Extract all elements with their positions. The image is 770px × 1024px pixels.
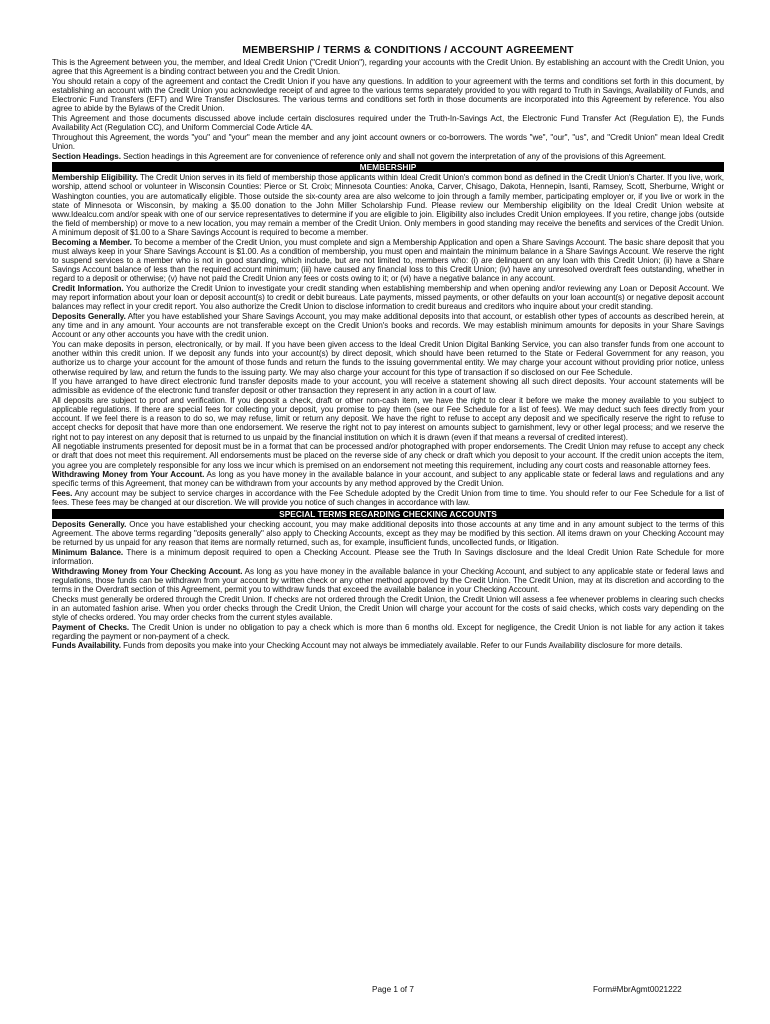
paragraph-text: You can make deposits in person, electronically, or by mail. If you have been given access to the Ideal Credit Union Digital Banking Service, you can also transfer funds from one account to another within this credit union. If we deposit any funds into your account(s) by direct deposit, which should have been returned to the State or Federal Government for any reason, you authorize us to charge your account for the amount of those funds and return the funds to the issuing governmental entity. We may charge your account without providing prior notice, unless otherwise required by law, and return the funds to the issuing party. We may also charge your account for this type of transaction if so disclosed on our Fee Schedule. [52,340,724,377]
paragraph-text: Once you have established your checking account, you may make additional deposits into those accounts at any time and in any amount subject to the terms of this Agreement. The above terms regarding "deposits generally" also apply to Checking Accounts, except as they may be modified by this section. All items drawn on your Checking Account may be returned by us unpaid for any reason that items are normally returned, such as, for example, insufficient funds, uncollected funds, or litigation. [52,519,724,548]
paragraph-text: All deposits are subject to proof and verification. If you deposit a check, draft or other non-cash item, we have the right to clear it before we make the money available to you subject to applicable regulations. If there are special fees for collecting your deposit, you promise to pay them (see our Fee Schedule for a list of fees). We may deduct such fees directly from your account. If we feel there is a reason to do so, we may refuse, limit or return any deposit. We have the right to refuse to accept any deposit and we specifically reserve the right to refuse to accept checks for deposit that have more than one endorsement. We reserve the right not to pay interest on amounts subject to garnishment, levy or other legal process; and we reserve the right not to pay interest on any deposit that is returned to us unpaid by the financial institution on which it is drawn (even if that means a reversal of credited interest). [52,395,724,442]
section-headings-text: Section headings in this Agreement are for convenience of reference only and shall not govern the interpretation of any of the provisions of this Agreement. [120,151,666,161]
paragraph-heading: Deposits Generally. [52,519,127,529]
becoming-a-member-paragraph [52,238,724,284]
paragraph-text: All negotiable instruments presented for deposit must be in a format that can be processed and/or photographed with proper endorsements. The Credit Union may refuse to accept any check or draft that does not meet this requirement. All endorsements must be placed on the reverse side of any check or draft which you deposit to your account. If the credit union accepts the item, you agree you are completely responsible for any loss we incur which is premised on an endorsement not meeting this requirement, including any court costs and reasonable attorney fees. [52,442,724,470]
paragraph-text: Funds from deposits you make into your Checking Account may not always be immediately available. Refer to our Funds Availability disclosure for more details. [120,641,683,651]
checking-deposits-paragraph [52,520,724,547]
intro-paragraph-3: This Agreement and those documents discussed above include certain disclosures required under the Truth-In-Savings Act, the Electronic Fund Transfer Act (Regulation E), the Funds Availability Act (Regulation CC), and Uniform Commercial Code Article 4A. [52,113,724,133]
fees-paragraph [52,489,724,507]
paragraph-text: The Credit Union is under no obligation to pay a check which is more than 6 months old. Except for negligence, the Credit Union is not liable for any action it takes regarding the payment or non-payment of a check. [52,622,724,641]
deposit-methods-paragraph [52,340,724,377]
intro-paragraph-1: This is the Agreement between you, the member, and Ideal Credit Union ("Credit Union"), regarding your accounts with the Credit Union. By establishing an account with the Credit Union, you agree that this Agreement is a binding contract between you and the Credit Union. [52,58,724,77]
paragraph-heading: Funds Availability. [52,641,121,651]
membership-section-bar: MEMBERSHIP [52,162,724,172]
paragraph-heading: Membership Eligibility. [52,173,138,183]
form-number: Form#MbrAgmt0021222 [593,985,682,994]
page-footer [0,985,770,997]
paragraph-heading: Credit Information. [52,284,124,294]
paragraph-text: To become a member of the Credit Union, you must complete and sign a Membership Application and open a Share Savings Account. The basic share deposit that you must always keep in your Share Savings Account is $1.00. As a condition of membership, you must open and maintain the minimum balance in a Share Savings Account. We reserve the right to suspend services to a member who is not in good standing, which include, but are not limited to, members who: (i) are delinquent on any loan with this Credit Union; (ii) have a Share Savings Account balance of less than the required account minimum; (iii) have caused any financial loss to this Credit Union; (iv) have any unresolved overdraft fees outstanding, whether in regard to a deposit or otherwise; (v) have not paid the Credit Union any fees or costs owing to it; or (vi) have a negative balance in any account. [52,237,724,284]
document-page [52,44,724,974]
paragraph-text: As long as you have money in the available balance in your account, and subject to any applicable state or federal laws and regulations and any specific terms of this Agreement, that money can be withdrawn from your accounts by any method approved by the Credit Union. [52,470,724,489]
intro-paragraph-4: Throughout this Agreement, the words "you" and "your" mean the member and any joint account owners or co-borrowers. The words "we", "our", "us", and "Credit Union" mean Ideal Credit Union. [52,132,724,151]
intro-paragraph-2: You should retain a copy of the agreement and contact the Credit Union if you have any questions. In addition to your agreement with the terms and conditions set forth in this document, by establishing an account with the Credit Union you acknowledge receipt of and agree to the various terms separately provided to you with regard to Truth in Savings, Availability of Funds, and Electronic Fund Transfers (EFT) and Wire Transfer Disclosures. The various terms and conditions set forth in those documents are incorporated into this Agreement by reference. You also agree to abide by the Bylaws of the Credit Union. [52,76,724,114]
paragraph-heading: Withdrawing Money from Your Account. [52,470,205,480]
payment-of-checks-paragraph [52,623,724,641]
paragraph-text: Any account may be subject to service charges in accordance with the Fee Schedule adopted by the Credit Union from time to time. You should refer to our Fee Schedule for a list of fees. These fees may be changed at our discretion. We will provide you notice of such changes in accordance with law. [52,489,724,508]
checking-section-bar: SPECIAL TERMS REGARDING CHECKING ACCOUNTS [52,509,724,519]
credit-information-paragraph [52,284,724,311]
paragraph-text: After you have established your Share Savings Account, you may make additional deposits into that account, or establish other types of accounts as described herein, at any time and in any amount. Your accounts are not transferable except on the Credit Union's books and records. We may establish minimum amounts for deposits in your Share Savings Account or any other accounts you have with the credit union. [52,312,724,340]
paragraph-heading: Withdrawing Money from Your Checking Account. [52,566,243,576]
withdrawing-money-paragraph [52,470,724,488]
paragraph-text: You authorize the Credit Union to investigate your credit standing when establishing membership and when opening and/or reviewing any Loan or Deposit Account. We may report information about your loan or deposit account(s) to credit or debit bureaus. Late payments, missed payments, or other defaults on your loan account(s) or negative deposit account balances may reflect in your credit report. You also authorize the Credit Union to disclose information to credit bureaus and creditors who inquire about your credit standing. [52,284,724,312]
paragraph-text: There is a minimum deposit required to open a Checking Account. Please see the Truth In Savings disclosure and the Ideal Credit Union Rate Schedule for more information. [52,547,724,566]
ordering-checks-paragraph [52,595,724,622]
section-headings-heading: Section Headings. [52,151,121,161]
minimum-balance-paragraph [52,548,724,566]
paragraph-heading: Fees. [52,489,73,499]
funds-availability-paragraph [52,641,724,650]
membership-eligibility-paragraph [52,173,724,237]
deposits-generally-paragraph [52,312,724,339]
document-title: MEMBERSHIP / TERMS & CONDITIONS / ACCOUNT AGREEMENT [242,44,574,56]
paragraph-text: If you have arranged to have direct electronic fund transfer deposits made to your account, you will receive a statement showing all such direct deposits. Your account statements will be admissible as evidence of the electronic fund transfer deposit or other transaction they represent in any action in a court of law. [52,377,724,396]
paragraph-text: The Credit Union serves in its field of membership those applicants within Ideal Credit Union's common bond as defined in the Credit Union's Charter. If you live, work, worship, attend school or volunteer in Wisconsin Counties: Pierce or St. Croix; Minnesota Counties: Anoka, Carver, Chisago, Dakota, Hennepin, Isanti, Ramsey, Scott, Sherburne, Wright or Washington counties, you are automatically eligible. Those outside the six-county area are also welcome to join through a family member, participating employer or, if you live or work in the state of Minnesota or Wisconsin, by making a $5.00 donation to the John Miller Scholarship Fund. Please review our Membership eligibility on the Ideal Credit Union website at www.Idealcu.com and/or speak with one of our service representatives to determine if you are eligible to join. Eligibility also includes Credit Union employees. If you retire, change jobs (outside the field of membership) or move to a new location, you may remain a member of the Credit Union. Only members in good standing may receive the benefits and services of the Credit Union. A minimum deposit of $1.00 to a Share Savings Account is required to become a member. [52,173,724,238]
paragraph-heading: Minimum Balance. [52,547,124,557]
paragraph-heading: Deposits Generally. [52,312,126,322]
negotiable-instruments-paragraph [52,442,724,469]
paragraph-heading: Payment of Checks. [52,622,130,632]
paragraph-heading: Becoming a Member. [52,237,132,247]
deposit-verification-paragraph [52,396,724,442]
checking-withdrawal-paragraph [52,567,724,594]
section-headings-paragraph [52,152,724,161]
paragraph-text: Checks must generally be ordered through the Credit Union. If checks are not ordered through the Credit Union, the Credit Union will assess a fee whenever problems in clearing such checks in an automated fashion arise. When you order checks through the Credit Union, the Credit Union will charge your account for the costs of said checks, which costs vary depending on the style of checks ordered. You may order checks from the current styles available. [52,594,724,622]
direct-deposits-paragraph [52,377,724,395]
paragraph-text: As long as you have money in the available balance in your Checking Account, and subject to any applicable state or federal laws and regulations, those funds can be withdrawn from your account by written check or any other method approved by the Credit Union. The Credit Union, may at its discretion and according to the terms in the Overdraft section of this Agreement, permit you to withdraw funds that exceed the available balance in your Checking Account. [52,566,724,594]
page-number: Page 1 of 7 [372,985,414,994]
